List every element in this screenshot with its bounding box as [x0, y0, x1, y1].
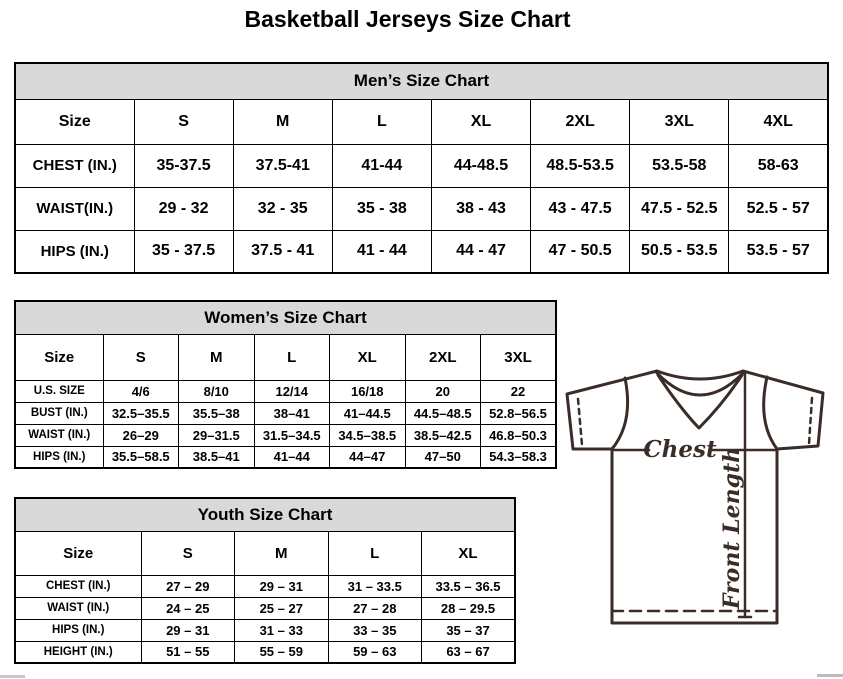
- cell: 41–44.5: [330, 402, 406, 424]
- column-header: L: [254, 334, 330, 380]
- table-row: [15, 619, 515, 641]
- jersey-diagram: [555, 360, 835, 660]
- row-label: WAIST(IN.): [15, 187, 134, 230]
- column-header: M: [233, 99, 332, 144]
- table-row: [15, 424, 556, 446]
- cell: 51 – 55: [141, 641, 235, 663]
- cell: 41 - 44: [332, 230, 431, 273]
- cell: 26–29: [103, 424, 179, 446]
- column-header: 3XL: [481, 334, 557, 380]
- row-label: BUST (IN.): [15, 402, 103, 424]
- cell: 35.5–38: [179, 402, 255, 424]
- cell: 32.5–35.5: [103, 402, 179, 424]
- cell: 27 – 29: [141, 575, 235, 597]
- column-header: 4XL: [729, 99, 828, 144]
- sleeve-seam-left: [612, 378, 628, 449]
- mens-size-table: [14, 62, 829, 274]
- cell: 12/14: [254, 380, 330, 402]
- row-label: HIPS (IN.): [15, 619, 141, 641]
- row-label: U.S. SIZE: [15, 380, 103, 402]
- cell: 44 - 47: [431, 230, 530, 273]
- row-label: HIPS (IN.): [15, 446, 103, 468]
- cell: 29 – 31: [141, 619, 235, 641]
- cell: 32 - 35: [233, 187, 332, 230]
- column-header: 2XL: [405, 334, 481, 380]
- cell: 4/6: [103, 380, 179, 402]
- row-label: HEIGHT (IN.): [15, 641, 141, 663]
- cell: 25 – 27: [235, 597, 329, 619]
- table-row: [15, 446, 556, 468]
- column-header: XL: [330, 334, 406, 380]
- column-header: Size: [15, 99, 134, 144]
- table-row: [15, 144, 828, 187]
- column-header: M: [179, 334, 255, 380]
- cell: 24 – 25: [141, 597, 235, 619]
- cell: 59 – 63: [328, 641, 422, 663]
- column-header: S: [134, 99, 233, 144]
- page-title: Basketball Jerseys Size Chart: [244, 6, 571, 32]
- table-row: [15, 334, 556, 380]
- horizontal-scrollbar-thumb-right[interactable]: [817, 674, 843, 677]
- cell: 37.5-41: [233, 144, 332, 187]
- cell: 35 – 37: [422, 619, 516, 641]
- cell: 37.5 - 41: [233, 230, 332, 273]
- column-header: S: [103, 334, 179, 380]
- womens-size-table: [14, 300, 557, 469]
- cell: 31 – 33.5: [328, 575, 422, 597]
- cell: 27 – 28: [328, 597, 422, 619]
- column-header: Size: [15, 334, 103, 380]
- cell: 47.5 - 52.5: [630, 187, 729, 230]
- cuff-dash-left: [578, 399, 582, 445]
- cell: 53.5-58: [630, 144, 729, 187]
- cell: 35.5–58.5: [103, 446, 179, 468]
- column-header: 3XL: [630, 99, 729, 144]
- table-row: [15, 597, 515, 619]
- cell: 34.5–38.5: [330, 424, 406, 446]
- cell: 16/18: [330, 380, 406, 402]
- cell: 52.8–56.5: [481, 402, 557, 424]
- cell: 38.5–41: [179, 446, 255, 468]
- table-row: [15, 230, 828, 273]
- cell: 28 – 29.5: [422, 597, 516, 619]
- column-header: XL: [431, 99, 530, 144]
- cell: 29 – 31: [235, 575, 329, 597]
- cell: 44.5–48.5: [405, 402, 481, 424]
- table-header-band: [15, 498, 515, 531]
- table-row: [15, 187, 828, 230]
- cell: 35 - 38: [332, 187, 431, 230]
- cell: 29–31.5: [179, 424, 255, 446]
- cell: 48.5-53.5: [531, 144, 630, 187]
- row-label: HIPS (IN.): [15, 230, 134, 273]
- cell: 52.5 - 57: [729, 187, 828, 230]
- cell: 38 - 43: [431, 187, 530, 230]
- sleeve-seam-right: [764, 377, 777, 449]
- column-header: L: [332, 99, 431, 144]
- table-title: Youth Size Chart: [15, 498, 515, 531]
- cell: 35 - 37.5: [134, 230, 233, 273]
- cell: 47 - 50.5: [531, 230, 630, 273]
- cell: 44–47: [330, 446, 406, 468]
- chest-label: Chest: [643, 436, 717, 463]
- front-length-label: Front Length: [719, 446, 745, 610]
- cell: 38–41: [254, 402, 330, 424]
- cell: 38.5–42.5: [405, 424, 481, 446]
- table-title: Women’s Size Chart: [15, 301, 556, 334]
- collar-curve: [657, 371, 743, 379]
- cell: 31 – 33: [235, 619, 329, 641]
- cell: 33 – 35: [328, 619, 422, 641]
- cell: 41–44: [254, 446, 330, 468]
- table-row: [15, 641, 515, 663]
- cell: 29 - 32: [134, 187, 233, 230]
- column-header: L: [328, 531, 422, 575]
- row-label: CHEST (IN.): [15, 575, 141, 597]
- column-header: XL: [422, 531, 516, 575]
- cell: 46.8–50.3: [481, 424, 557, 446]
- table-row: [15, 402, 556, 424]
- table-header-band: [15, 301, 556, 334]
- cell: 47–50: [405, 446, 481, 468]
- row-label: WAIST (IN.): [15, 597, 141, 619]
- row-label: CHEST (IN.): [15, 144, 134, 187]
- cell: 53.5 - 57: [729, 230, 828, 273]
- cell: 54.3–58.3: [481, 446, 557, 468]
- table-row: [15, 575, 515, 597]
- table-row: [15, 99, 828, 144]
- jersey-outline: [567, 371, 823, 623]
- table-header-band: [15, 63, 828, 99]
- table-title: Men’s Size Chart: [15, 63, 828, 99]
- column-header: M: [235, 531, 329, 575]
- cell: 35-37.5: [134, 144, 233, 187]
- column-header: Size: [15, 531, 141, 575]
- column-header: S: [141, 531, 235, 575]
- cell: 20: [405, 380, 481, 402]
- cell: 41-44: [332, 144, 431, 187]
- cell: 58-63: [729, 144, 828, 187]
- cell: 43 - 47.5: [531, 187, 630, 230]
- cell: 63 – 67: [422, 641, 516, 663]
- cell: 22: [481, 380, 557, 402]
- youth-size-table: [14, 497, 516, 664]
- column-header: 2XL: [531, 99, 630, 144]
- cell: 33.5 – 36.5: [422, 575, 516, 597]
- table-row: [15, 531, 515, 575]
- row-label: WAIST (IN.): [15, 424, 103, 446]
- horizontal-scrollbar-thumb-left[interactable]: [0, 675, 25, 678]
- cell: 50.5 - 53.5: [630, 230, 729, 273]
- cell: 44-48.5: [431, 144, 530, 187]
- cell: 8/10: [179, 380, 255, 402]
- cell: 31.5–34.5: [254, 424, 330, 446]
- table-row: [15, 380, 556, 402]
- cuff-dash-right: [809, 398, 812, 444]
- cell: 55 – 59: [235, 641, 329, 663]
